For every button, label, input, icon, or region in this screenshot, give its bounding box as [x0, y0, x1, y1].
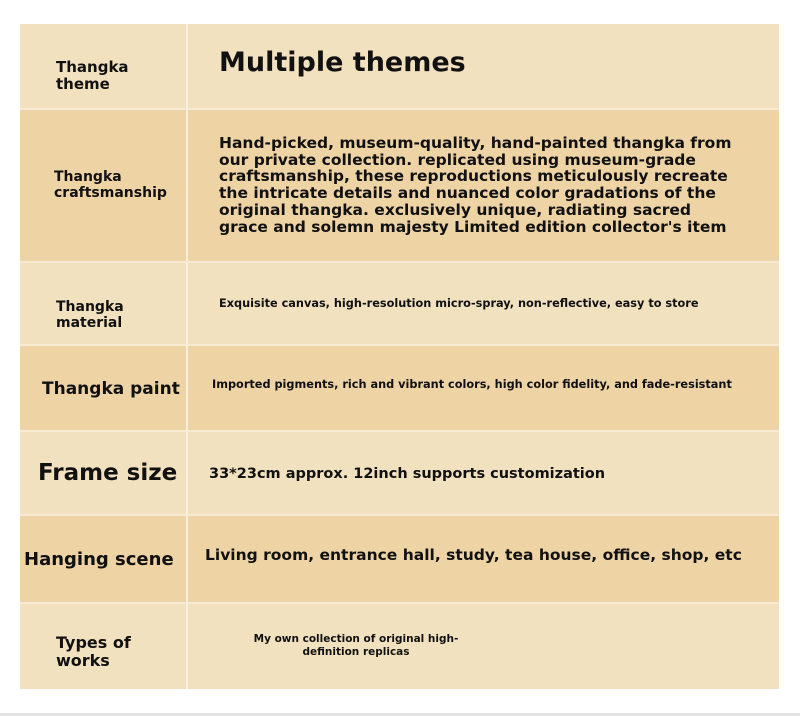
value-types-of-works: My own collection of original high-definition replicas: [253, 633, 459, 658]
row-material: [20, 263, 779, 346]
label-thangka-theme: Thangka theme: [56, 58, 129, 93]
row-value-cell: [190, 604, 779, 689]
label-thangka-craftsmanship: Thangka craftsmanship: [54, 169, 167, 201]
row-value-cell: [190, 346, 779, 430]
row-label-cell: [20, 263, 188, 344]
label-thangka-paint: Thangka paint: [42, 379, 180, 399]
row-label-cell: [20, 516, 188, 602]
spec-table: [20, 24, 779, 689]
row-label-cell: [20, 110, 188, 261]
label-types-of-works: Types of works: [56, 633, 131, 670]
label-hanging-scene: Hanging scene: [24, 549, 174, 570]
row-theme: [20, 24, 779, 110]
row-label-cell: [20, 604, 188, 689]
value-frame-size: 33*23cm approx. 12inch supports customization: [209, 466, 606, 482]
value-thangka-theme: Multiple themes: [219, 47, 466, 78]
value-hanging-scene: Living room, entrance hall, study, tea house, office, shop, etc: [205, 546, 742, 564]
label-frame-size: Frame size: [38, 460, 178, 486]
row-value-cell: [190, 24, 779, 108]
row-types-of-works: [20, 604, 779, 689]
row-value-cell: [190, 110, 779, 261]
row-label-cell: [20, 24, 188, 108]
row-value-cell: [190, 263, 779, 344]
row-craftsmanship: [20, 110, 779, 263]
value-thangka-paint: Imported pigments, rich and vibrant colors, high color fidelity, and fade-resistant: [212, 378, 732, 391]
row-paint: [20, 346, 779, 432]
label-thangka-material: Thangka material: [56, 299, 124, 331]
value-thangka-material: Exquisite canvas, high-resolution micro-spray, non-reflective, easy to store: [219, 297, 699, 310]
row-hanging-scene: [20, 516, 779, 604]
row-value-cell: [190, 432, 779, 514]
row-label-cell: [20, 432, 188, 514]
row-label-cell: [20, 346, 188, 430]
value-thangka-craftsmanship: Hand-picked, museum-quality, hand-painted thangka from our private collection. replicated using museum-grade craftsmanship, these reproductions meticulously recreate the intricate details and nuanced color gradations of the original thangka. exclusively unique, radiating sacred grace and solemn majesty Limited edition collector's item: [219, 134, 732, 236]
row-value-cell: [190, 516, 779, 602]
row-frame-size: [20, 432, 779, 516]
